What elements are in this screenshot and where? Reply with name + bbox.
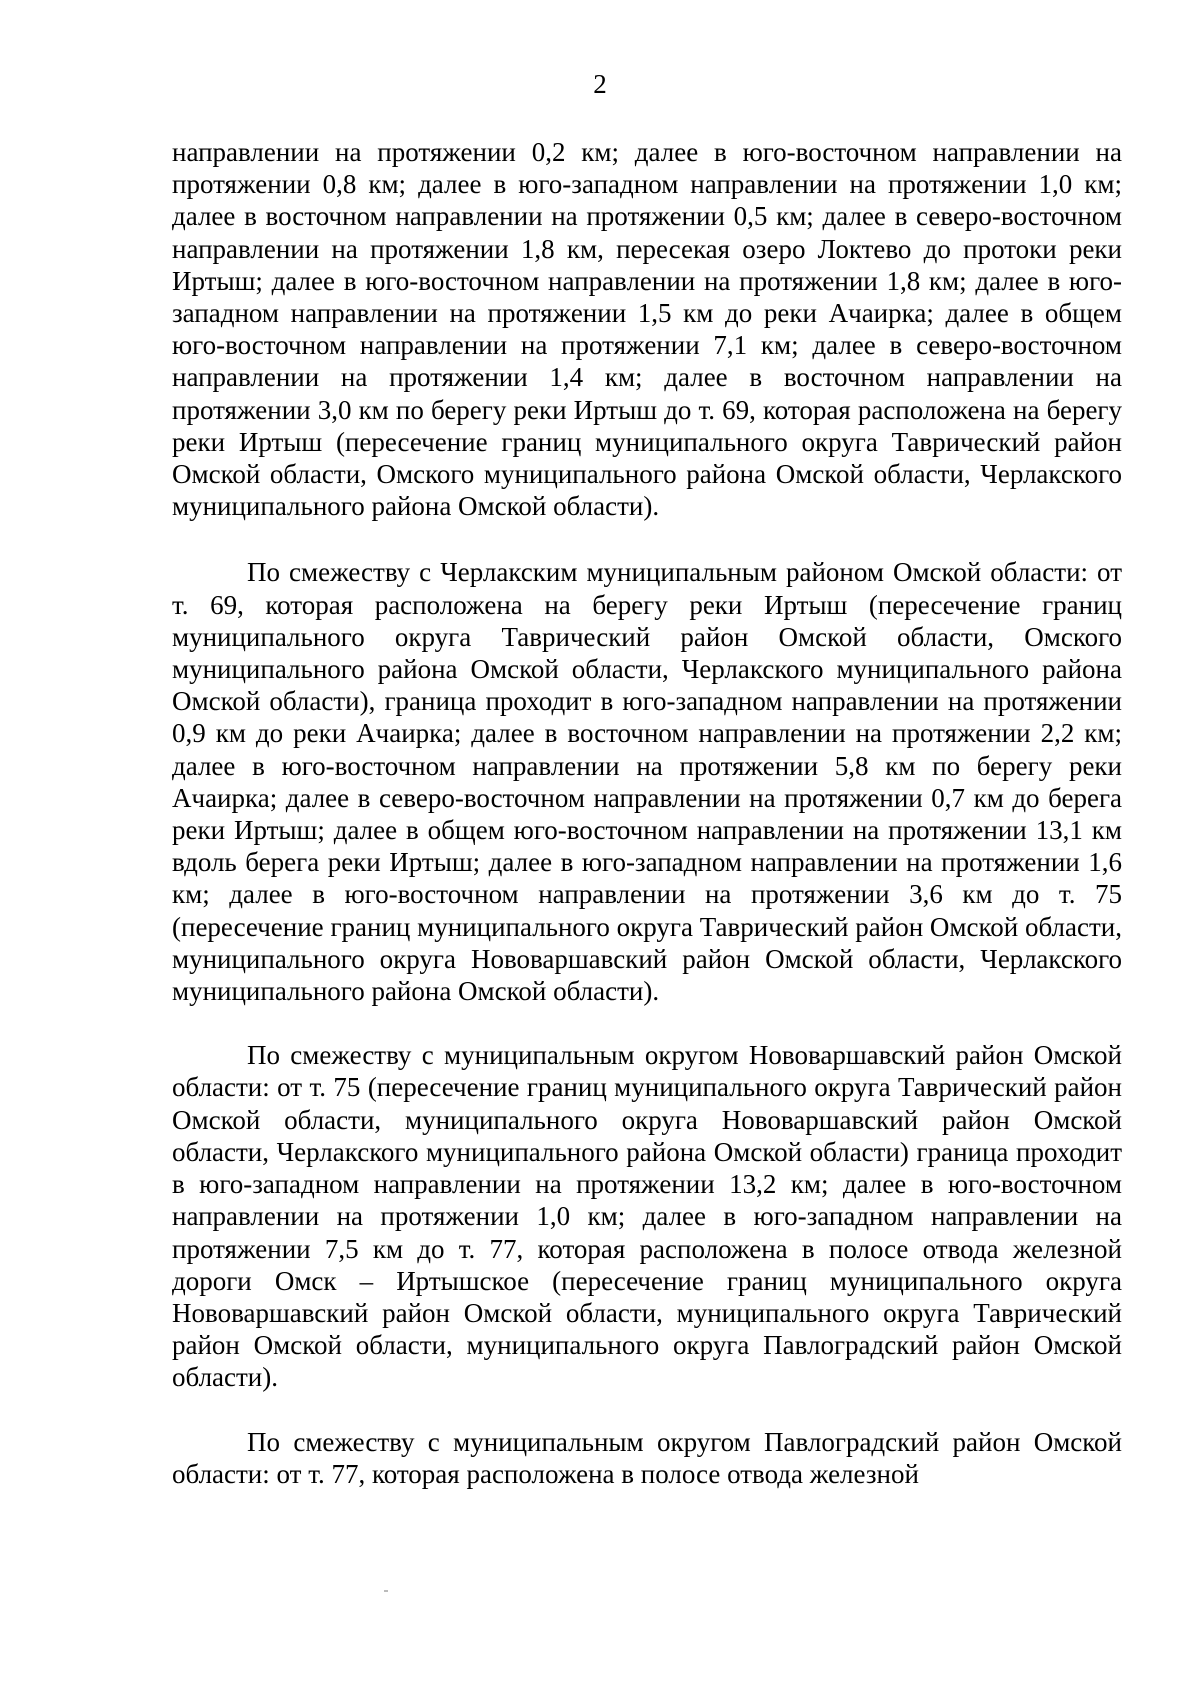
document-body [172,136,1122,1490]
scan-speck [384,1590,388,1592]
paragraph-novovarshavsky-border: По смежеству с муниципальным округом Нововаршавский район Омской области: от т. 75 (пересечение границ муниципального округа Таврический район Омской области, муниципального округа Нововаршавский район Омской области, Черлакского муниципального района Омской области) граница проходит в юго-западном направлении на протяжении 13,2 км; далее в юго-восточном направлении на протяжении 1,0 км; далее в юго-западном направлении на протяжении 7,5 км до т. 77, которая расположена в полосе отвода железной дороги Омск – Иртышское (пересечение границ муниципального округа Нововаршавский район Омской области, муниципального округа Таврический район Омской области, муниципального округа Павлоградский район Омской области). [172,1040,1122,1393]
paragraph-pavlogradsky-border: По смежеству с муниципальным округом Павлоградский район Омской области: от т. 77, которая расположена в полосе отвода железной [172,1426,1122,1489]
paragraph-cherlak-border: По смежеству с Черлакским муниципальным районом Омской области: от т. 69, которая расположена на берегу реки Иртыш (пересечение границ муниципального округа Таврический район Омской области, Омского муниципального района Омской области, Черлакского муниципального района Омской области), граница проходит в юго-западном направлении на протяжении 0,9 км до реки Ачаирка; далее в восточном направлении на протяжении 2,2 км; далее в юго-восточном направлении на протяжении 5,8 км по берегу реки Ачаирка; далее в северо-восточном направлении на протяжении 0,7 км до берега реки Иртыш; далее в общем юго-восточном направлении на протяжении 13,1 км вдоль берега реки Иртыш; далее в юго-западном направлении на протяжении 1,6 км; далее в юго-восточном направлении на протяжении 3,6 км до т. 75 (пересечение границ муниципального округа Таврический район Омской области, муниципального округа Нововаршавский район Омской области, Черлакского муниципального района Омской области). [172,557,1122,1007]
paragraph-boundary-continuation: направлении на протяжении 0,2 км; далее в юго-восточном направлении на протяжении 0,8 км; далее в юго-западном направлении на протяжении 1,0 км; далее в восточном направлении на протяжении 0,5 км; далее в северо-восточном направлении на протяжении 1,8 км, пересекая озеро Локтево до протоки реки Иртыш; далее в юго-восточном направлении на протяжении 1,8 км; далее в юго-западном направлении на протяжении 1,5 км до реки Ачаирка; далее в общем юго-восточном направлении на протяжении 7,1 км; далее в северо-восточном направлении на протяжении 1,4 км; далее в восточном направлении на протяжении 3,0 км по берегу реки Иртыш до т. 69, которая расположена на берегу реки Иртыш (пересечение границ муниципального округа Таврический район Омской области, Омского муниципального района Омской области, Черлакского муниципального района Омской области). [172,137,1122,522]
page-number: 2 [593,69,607,99]
